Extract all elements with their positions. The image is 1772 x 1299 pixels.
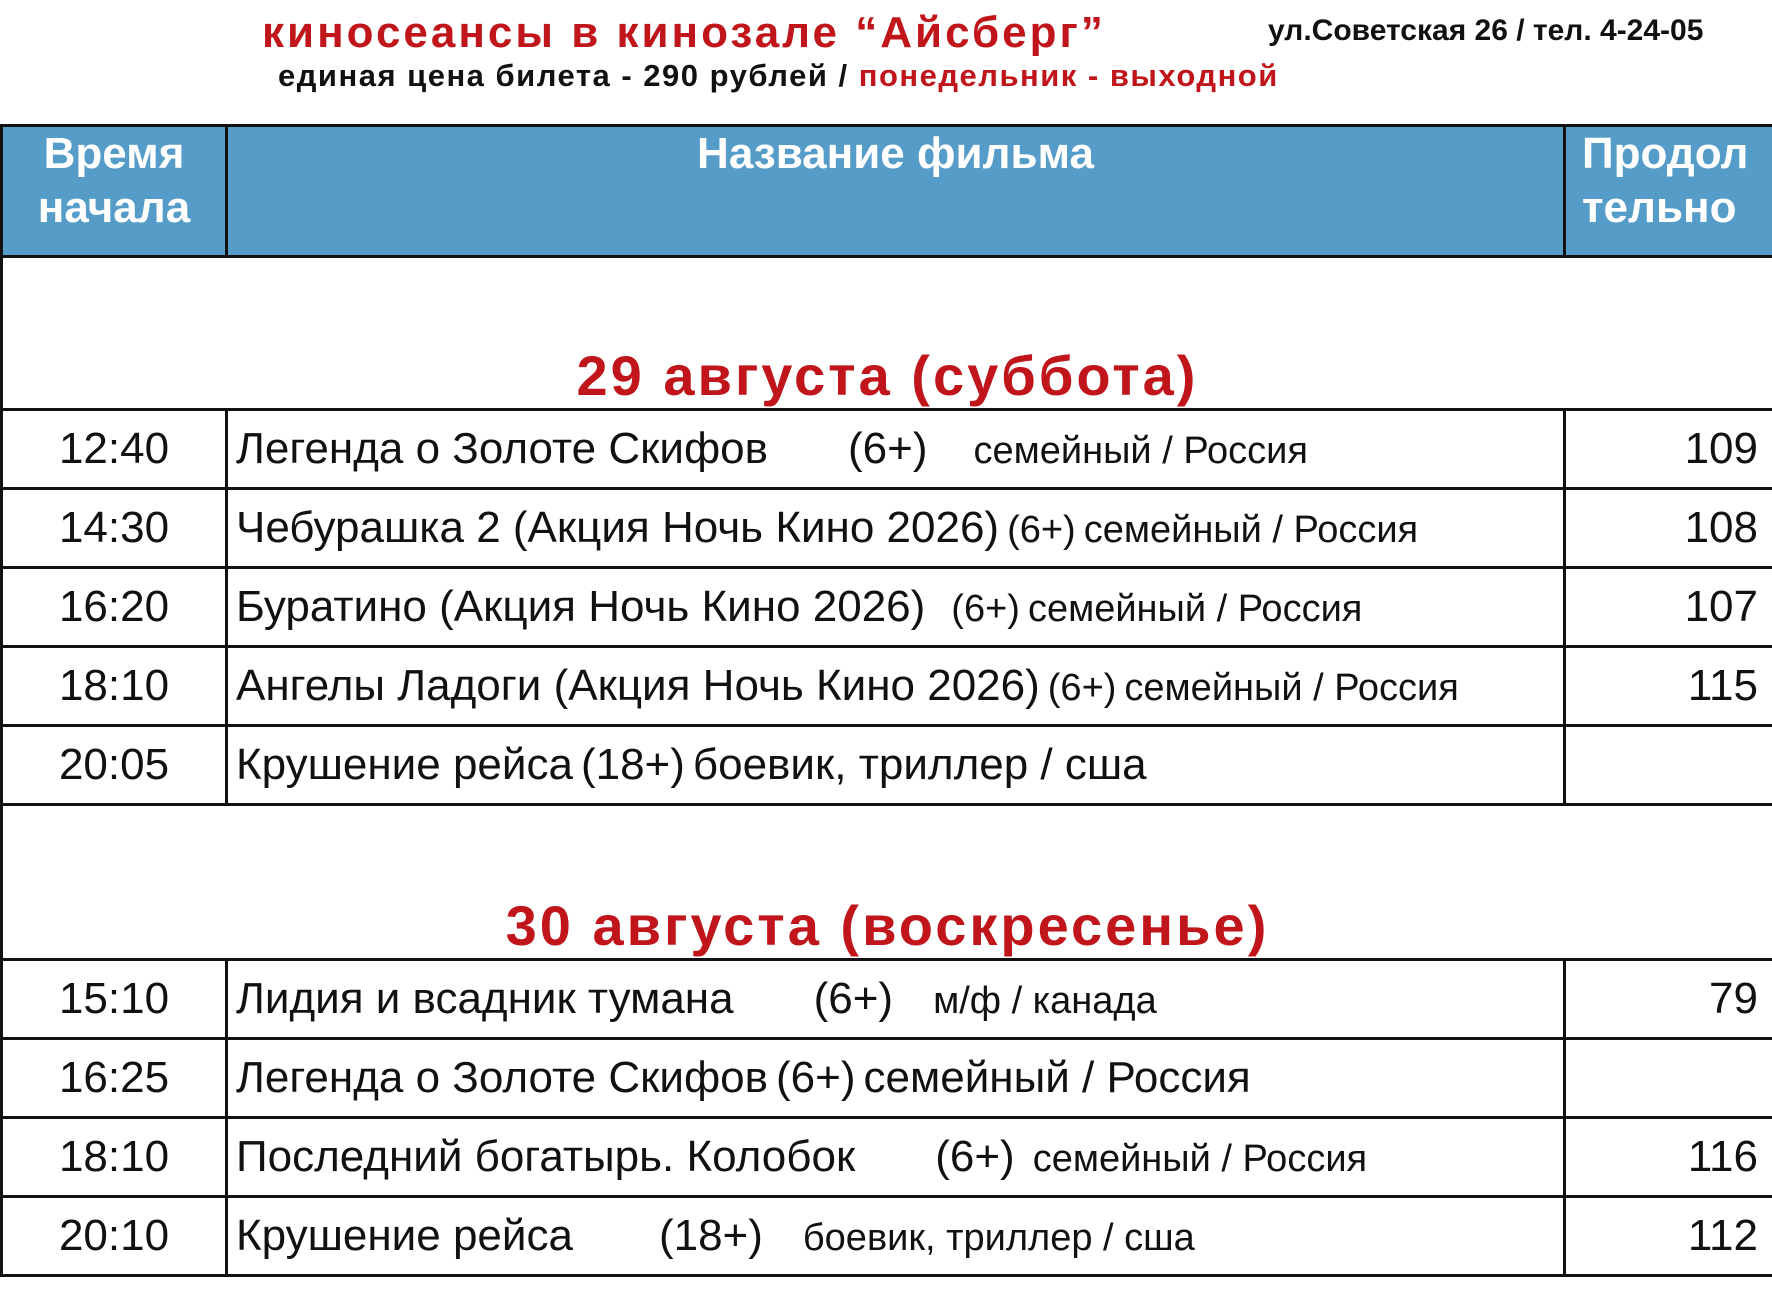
film-title: Лидия и всадник тумана xyxy=(236,974,734,1023)
film-title: Последний богатырь. Колобок xyxy=(236,1132,856,1181)
table-row xyxy=(2,568,1772,647)
film-title: Легенда о Золоте Скифов xyxy=(236,424,769,473)
session-film xyxy=(227,647,1565,726)
film-genre: семейный / Россия xyxy=(1032,1138,1368,1180)
session-time: 20:10 xyxy=(2,1197,227,1276)
date-row-day-2 xyxy=(2,805,1772,960)
header-start-time xyxy=(2,126,227,257)
film-title: Легенда о Золоте Скифов xyxy=(236,1053,769,1102)
film-title: Чебурашка 2 (Акция Ночь Кино 2026) xyxy=(236,503,1000,552)
date-row-day-1 xyxy=(2,257,1772,410)
session-time: 16:20 xyxy=(2,568,227,647)
film-genre: семейный / Россия xyxy=(1083,509,1419,551)
session-film xyxy=(227,1197,1565,1276)
film-genre: м/ф / канада xyxy=(933,980,1157,1022)
film-title: Крушение рейса xyxy=(236,1211,573,1260)
film-age-rating: (18+) xyxy=(658,1211,763,1260)
film-age-rating: (6+) xyxy=(951,588,1020,630)
film-genre: боевик, триллер / сша xyxy=(802,1217,1195,1259)
session-film xyxy=(227,960,1565,1039)
cinema-title: киносеансы в кинозале “Айсберг” xyxy=(262,8,1106,57)
session-time: 15:10 xyxy=(2,960,227,1039)
session-film xyxy=(227,410,1565,489)
header-start-time-line1: Время xyxy=(43,129,185,178)
table-row xyxy=(2,489,1772,568)
film-title: Буратино (Акция Ночь Кино 2026) xyxy=(236,582,926,631)
session-duration: 79 xyxy=(1565,960,1772,1039)
film-age-rating: (6+) xyxy=(848,424,928,473)
table-row xyxy=(2,1118,1772,1197)
ticket-price-line xyxy=(278,58,1279,94)
session-duration: 109 xyxy=(1565,410,1772,489)
table-row xyxy=(2,1197,1772,1276)
session-film xyxy=(227,1118,1565,1197)
header-duration xyxy=(1565,126,1772,257)
table-row xyxy=(2,726,1772,805)
date-label: 29 августа (суббота) xyxy=(2,257,1772,410)
table-row xyxy=(2,647,1772,726)
session-film xyxy=(227,1039,1565,1118)
session-film xyxy=(227,489,1565,568)
session-duration: 107 xyxy=(1565,568,1772,647)
session-duration xyxy=(1565,726,1772,805)
session-duration: 115 xyxy=(1565,647,1772,726)
session-film xyxy=(227,568,1565,647)
film-genre: боевик, триллер / сша xyxy=(692,740,1147,789)
cinema-address: ул.Советская 26 / тел. 4-24-05 xyxy=(1268,14,1704,47)
session-film xyxy=(227,726,1565,805)
table-row xyxy=(2,410,1772,489)
film-genre: семейный / Россия xyxy=(973,430,1308,472)
session-duration: 116 xyxy=(1565,1118,1772,1197)
header-start-time-line2: начала xyxy=(37,183,191,232)
film-title: Крушение рейса xyxy=(236,740,573,789)
schedule-table xyxy=(0,124,1772,1277)
header-film-title: Название фильма xyxy=(227,126,1565,257)
closed-day: понедельник - выходной xyxy=(858,58,1279,93)
film-genre: семейный / Россия xyxy=(1124,667,1459,709)
film-age-rating: (6+) xyxy=(776,1053,856,1102)
table-row xyxy=(2,960,1772,1039)
ticket-price: единая цена билета - 290 рублей / xyxy=(278,58,849,93)
film-title: Ангелы Ладоги (Акция Ночь Кино 2026) xyxy=(236,661,1040,710)
film-genre: семейный / Россия xyxy=(863,1053,1251,1102)
table-header-row xyxy=(2,126,1772,257)
film-age-rating: (6+) xyxy=(1007,509,1076,551)
session-duration: 108 xyxy=(1565,489,1772,568)
session-time: 18:10 xyxy=(2,647,227,726)
session-time: 12:40 xyxy=(2,410,227,489)
film-age-rating: (18+) xyxy=(580,740,685,789)
session-duration xyxy=(1565,1039,1772,1118)
header-duration-line2: тельно xyxy=(1582,183,1737,232)
film-genre: семейный / Россия xyxy=(1027,588,1363,630)
session-time: 18:10 xyxy=(2,1118,227,1197)
film-age-rating: (6+) xyxy=(935,1132,1015,1181)
film-age-rating: (6+) xyxy=(1047,667,1117,709)
table-row xyxy=(2,1039,1772,1118)
date-label: 30 августа (воскресенье) xyxy=(2,805,1772,960)
header-duration-line1: Продол xyxy=(1582,129,1749,178)
session-duration: 112 xyxy=(1565,1197,1772,1276)
session-time: 16:25 xyxy=(2,1039,227,1118)
film-age-rating: (6+) xyxy=(813,974,894,1023)
session-time: 14:30 xyxy=(2,489,227,568)
session-time: 20:05 xyxy=(2,726,227,805)
